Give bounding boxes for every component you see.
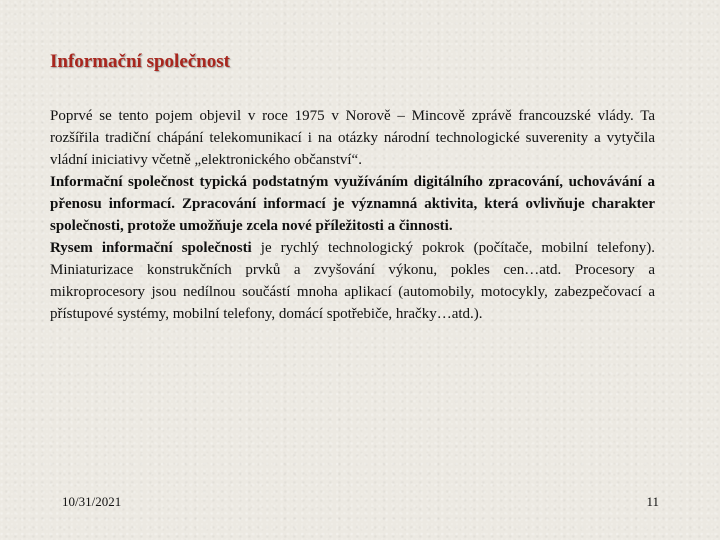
paragraph-features-lead: Rysem informační společnosti <box>50 240 252 256</box>
paragraph-origin: Poprvé se tento pojem objevil v roce 1975 v Norově – Mincově zprávě francouzské vlády. Ta rozšířila tradiční chápání telekomunikací i na otázky národní technologické suverenity a vytyčila vládní iniciativy včetně „elektronického občanství“. <box>50 108 655 168</box>
paragraph-features-text: je rychlý technologický pokrok (počítače, mobilní telefony). Miniaturizace konstrukčních prvků a zvyšování výkonu, pokles cen…atd. Procesory a mikroprocesory jsou nedílnou součástí mnoha aplikací (automobily, motocykly, zabezpečovací a přístupové systémy, mobilní telefony, domácí spotřebiče, hračky…atd.). <box>50 240 655 322</box>
paragraph-features <box>50 237 655 325</box>
paragraph-definition: Informační společnost typická podstatným využíváním digitálního zpracování, uchovávání a přenosu informací. Zpracování informací je významná aktivita, která ovlivňuje charakter společnosti, protože umožňuje zcela nové příležitosti a činnosti. <box>50 174 655 234</box>
slide-body <box>50 105 655 325</box>
page-number: 11 <box>646 494 659 509</box>
footer-date: 10/31/2021 <box>62 494 122 509</box>
slide-title: Informační společnost <box>50 51 230 72</box>
